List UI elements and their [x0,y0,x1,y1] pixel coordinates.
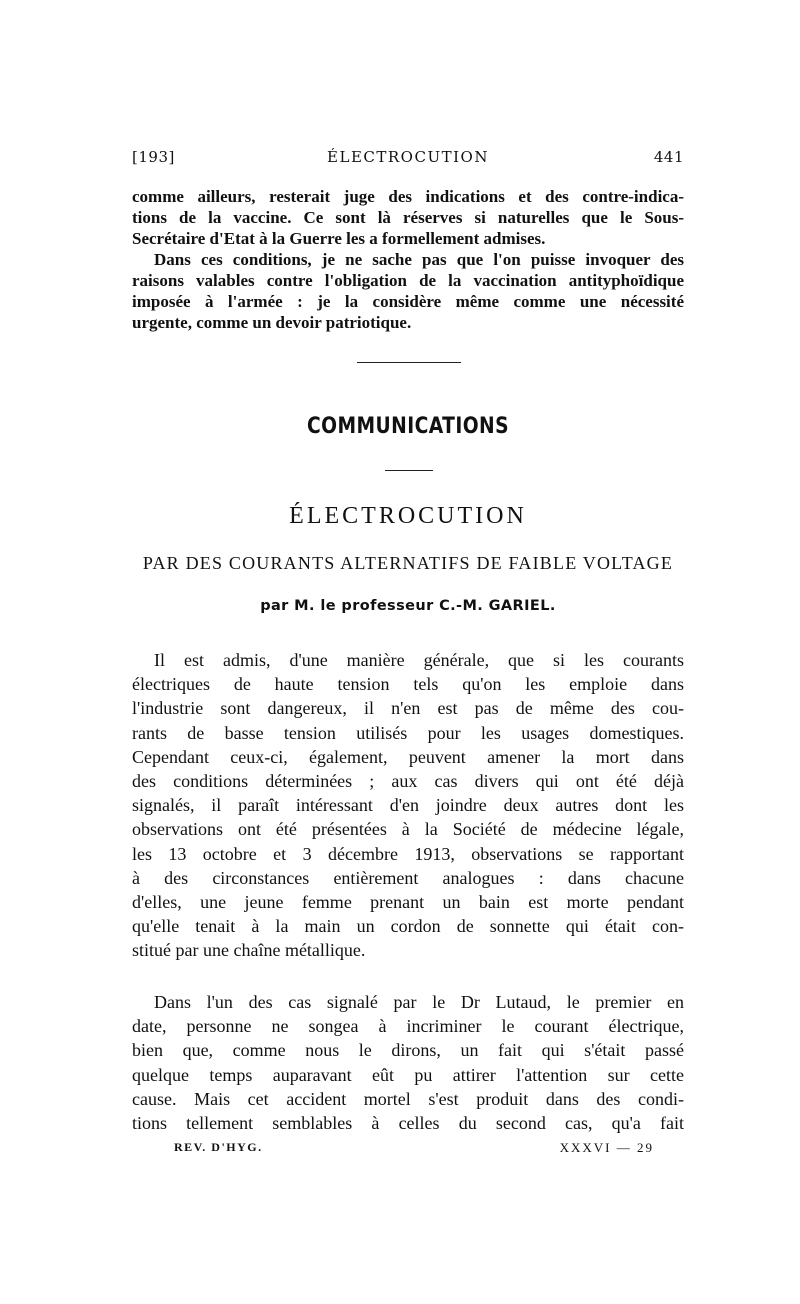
text-line: des conditions déterminées ; aux cas divers qui ont été déjà [132,770,684,791]
text-line: électriques de haute tension tels qu'on les emploie dans [132,674,684,695]
page-footer [174,1140,654,1160]
text-line: Cependant ceux-ci, également, peuvent amener la mort dans [132,746,684,767]
title-divider [385,470,433,471]
text-line: bien que, comme nous le dirons, un fait qui s'était passé [132,1040,684,1061]
text-line: Il est admis, d'une manière générale, que si les courants [154,650,684,670]
volume-signature: XXXVI — 29 [559,1140,654,1155]
text-line: comme ailleurs, resterait juge des indications et des contre-indica- [132,187,684,206]
text-line: les 13 octobre et 3 décembre 1913, observations se rapportant [132,843,684,864]
text-line: tions tellement semblables à celles du second cas, qu'a fait [132,1112,684,1133]
intro-text [132,186,684,333]
text-line: imposée à l'armée : je la considère même comme une nécessité [132,292,684,311]
article-subtitle: PAR DES COURANTS ALTERNATIFS DE FAIBLE VOLTAGE [142,553,674,573]
paragraph-1 [132,648,684,962]
text-line: Secrétaire d'Etat à la Guerre les a formellement admises. [132,229,546,248]
text-line: qu'elle tenait à la main un cordon de sonnette qui était con- [132,916,684,937]
section-heading: COMMUNICATIONS [306,414,510,439]
text-line: cause. Mais cet accident mortel s'est produit dans des condi- [132,1088,684,1109]
author-byline: par M. le professeur C.-M. GARIEL. [260,598,556,614]
text-line: tions de la vaccine. Ce sont là réserves si naturelles que le Sous- [132,208,684,227]
text-line: d'elles, une jeune femme prenant un bain est morte pendant [132,891,684,912]
text-line: date, personne ne songea à incriminer le courant électrique, [132,1016,684,1037]
paragraph-2 [132,990,684,1135]
text-line: stitué par une chaîne métallique. [132,940,366,961]
text-line: rants de basse tension utilisés pour les usages domestiques. [132,722,684,743]
text-line: urgente, comme un devoir patriotique. [132,313,412,332]
text-line: raisons valables contre l'obligation de la vaccination antityphoïdique [132,271,684,290]
text-line: signalés, il paraît intéressant d'en joindre deux autres dont les [132,795,684,816]
text-line: quelque temps auparavant eût pu attirer l'attention sur cette [132,1064,684,1085]
section-divider [357,362,461,363]
page-number: 441 [653,148,684,166]
page-reference: [193] [132,148,175,166]
article-title: ÉLECTROCUTION [289,503,527,529]
running-header [132,148,684,172]
text-line: l'industrie sont dangereux, il n'en est pas de même des cou- [132,698,684,719]
text-line: à des circonstances entièrement analogues : dans chacune [132,867,684,888]
journal-abbreviation: REV. D'HYG. [174,1140,263,1154]
text-line: Dans l'un des cas signalé par le Dr Lutaud, le premier en [154,992,684,1012]
text-line: Dans ces conditions, je ne sache pas que l'on puisse invoquer des [154,250,684,269]
running-title: ÉLECTROCUTION [327,148,489,166]
text-line: observations ont été présentées à la Société de médecine légale, [132,819,684,840]
